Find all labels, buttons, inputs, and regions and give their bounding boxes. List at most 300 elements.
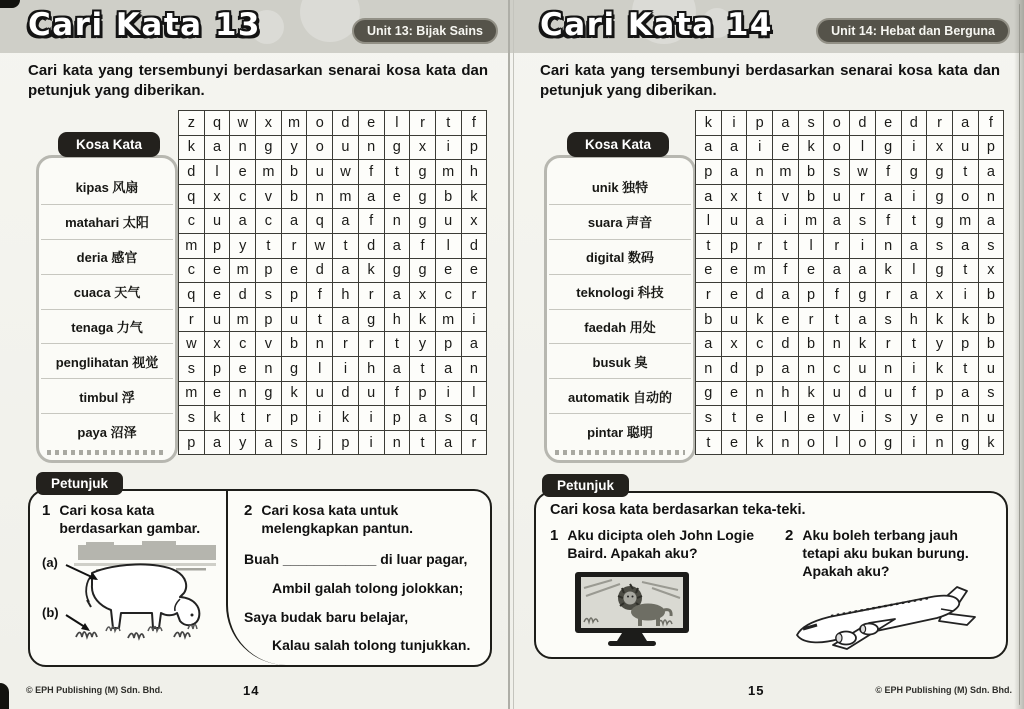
petunjuk-tab: Petunjuk: [36, 472, 123, 495]
instruction-text: Cari kata yang tersembunyi berdasarkan senarai kosa kata dan petunjuk yang diberikan.: [28, 62, 488, 100]
grid-cell: d: [747, 283, 773, 308]
grid-cell: n: [876, 234, 902, 259]
grid-cell: f: [307, 283, 333, 308]
item-number: 2: [244, 502, 253, 519]
grid-cell: a: [385, 283, 411, 308]
grid-cell: f: [359, 209, 385, 234]
grid-cell: t: [902, 209, 928, 234]
grid-cell: r: [876, 332, 902, 357]
grid-cell: p: [436, 332, 462, 357]
petunjuk-item-1: [550, 526, 771, 658]
kosa-kata-header: Kosa Kata: [567, 132, 669, 157]
grid-cell: f: [462, 111, 488, 136]
grid-row: [696, 111, 1004, 136]
grid-cell: i: [307, 406, 333, 431]
grid-cell: s: [979, 382, 1005, 407]
grid-cell: a: [410, 406, 436, 431]
grid-cell: b: [799, 160, 825, 185]
grid-cell: h: [902, 308, 928, 333]
grid-cell: a: [359, 185, 385, 210]
grid-cell: h: [333, 283, 359, 308]
grid-cell: s: [850, 209, 876, 234]
grid-cell: t: [256, 234, 282, 259]
grid-cell: f: [359, 160, 385, 185]
grid-cell: o: [799, 431, 825, 456]
grid-cell: b: [799, 332, 825, 357]
grid-cell: b: [282, 185, 308, 210]
pantun-line: Buah ____________ di luar pagar,: [244, 551, 468, 568]
instruction-text: Cari kata yang tersembunyi berdasarkan senarai kosa kata dan petunjuk yang diberikan.: [540, 62, 1000, 100]
grid-cell: g: [927, 160, 953, 185]
grid-cell: f: [902, 382, 928, 407]
label-a: (a): [42, 555, 58, 571]
grid-cell: l: [436, 234, 462, 259]
grid-cell: m: [436, 160, 462, 185]
grid-cell: a: [205, 431, 231, 456]
grid-cell: a: [722, 136, 748, 161]
grid-row: [179, 357, 487, 382]
kosa-kata-item: deria 感官: [41, 240, 173, 275]
grid-cell: l: [385, 111, 411, 136]
label-b: (b): [42, 605, 59, 621]
grid-cell: e: [927, 406, 953, 431]
unit-badge: Unit 14: Hebat dan Berguna: [816, 18, 1010, 44]
grid-cell: s: [876, 406, 902, 431]
grid-cell: n: [824, 332, 850, 357]
grid-cell: z: [179, 111, 205, 136]
grid-cell: o: [953, 185, 979, 210]
grid-cell: k: [359, 259, 385, 284]
grid-cell: d: [179, 160, 205, 185]
grid-cell: p: [333, 431, 359, 456]
grid-cell: n: [385, 431, 411, 456]
page-number: 14: [243, 683, 260, 698]
grid-cell: n: [799, 357, 825, 382]
grid-cell: n: [307, 332, 333, 357]
grid-cell: l: [205, 160, 231, 185]
grid-cell: g: [359, 308, 385, 333]
grid-cell: a: [436, 357, 462, 382]
grid-cell: t: [696, 234, 722, 259]
television-illustration: [572, 570, 694, 650]
grid-cell: f: [979, 111, 1005, 136]
kosa-kata-item: suara 声音: [549, 205, 691, 240]
petunjuk-item-2: [771, 526, 992, 658]
grid-cell: d: [307, 259, 333, 284]
copyright-text: © EPH Publishing (M) Sdn. Bhd.: [875, 685, 1012, 695]
grid-cell: i: [359, 431, 385, 456]
grid-cell: o: [824, 111, 850, 136]
grid-cell: m: [333, 185, 359, 210]
grid-cell: k: [747, 431, 773, 456]
grid-cell: i: [747, 136, 773, 161]
grid-cell: m: [282, 111, 308, 136]
grid-row: [696, 259, 1004, 284]
grid-cell: s: [256, 283, 282, 308]
grid-cell: f: [824, 283, 850, 308]
grid-cell: d: [333, 382, 359, 407]
page-number: 15: [748, 683, 765, 698]
grid-cell: e: [462, 259, 488, 284]
grid-cell: c: [230, 185, 256, 210]
kosa-kata-item: pintar 聪明: [587, 424, 653, 440]
kosa-kata-panel: [544, 155, 696, 463]
grid-cell: n: [230, 136, 256, 161]
grid-cell: k: [747, 308, 773, 333]
grid-cell: u: [307, 382, 333, 407]
grid-cell: a: [282, 209, 308, 234]
grid-cell: n: [747, 160, 773, 185]
grid-cell: n: [927, 431, 953, 456]
kosa-kata-item: timbul 浮: [41, 379, 173, 414]
grid-cell: q: [179, 283, 205, 308]
grid-cell: n: [230, 382, 256, 407]
item-number: 1: [42, 502, 51, 519]
grid-row: [696, 357, 1004, 382]
grid-cell: a: [333, 308, 359, 333]
page-edge-line: [1019, 4, 1021, 705]
grid-cell: k: [799, 136, 825, 161]
grid-cell: o: [824, 136, 850, 161]
grid-cell: g: [850, 283, 876, 308]
kosa-kata-item: teknologi 科技: [549, 275, 691, 310]
grid-cell: a: [333, 209, 359, 234]
grid-cell: i: [359, 406, 385, 431]
grid-cell: q: [205, 111, 231, 136]
grid-cell: x: [927, 136, 953, 161]
grid-cell: a: [436, 431, 462, 456]
kosa-kata-item: kipas 风扇: [41, 170, 173, 205]
grid-cell: f: [385, 382, 411, 407]
grid-cell: t: [333, 234, 359, 259]
grid-cell: g: [410, 160, 436, 185]
kosa-kata-item: matahari 太阳: [41, 205, 173, 240]
grid-cell: k: [179, 136, 205, 161]
grid-row: [696, 160, 1004, 185]
grid-cell: s: [876, 308, 902, 333]
grid-cell: n: [876, 357, 902, 382]
grid-cell: e: [436, 259, 462, 284]
grid-cell: i: [436, 382, 462, 407]
grid-row: [696, 406, 1004, 431]
item-text: Aku dicipta oleh John Logie Baird. Apakah aku?: [567, 527, 755, 562]
pantun-line: Saya budak baru belajar,: [244, 608, 409, 625]
grid-cell: c: [179, 209, 205, 234]
grid-cell: u: [333, 136, 359, 161]
grid-cell: d: [850, 111, 876, 136]
grid-cell: y: [230, 431, 256, 456]
grid-cell: e: [696, 259, 722, 284]
grid-cell: x: [205, 332, 231, 357]
item-text: Cari kosa kata berdasarkan gambar.: [59, 502, 201, 537]
grid-cell: u: [722, 209, 748, 234]
grid-cell: c: [824, 357, 850, 382]
grid-cell: u: [205, 308, 231, 333]
grid-cell: s: [179, 406, 205, 431]
grid-cell: i: [333, 357, 359, 382]
grid-cell: o: [307, 136, 333, 161]
grid-cell: e: [876, 111, 902, 136]
grid-cell: m: [179, 382, 205, 407]
grid-cell: e: [799, 406, 825, 431]
kosa-kata-list: [39, 158, 175, 448]
grid-cell: m: [799, 209, 825, 234]
grid-cell: g: [927, 259, 953, 284]
kosa-kata-list: [547, 158, 693, 448]
grid-cell: u: [359, 382, 385, 407]
grid-cell: b: [979, 332, 1005, 357]
grid-cell: p: [205, 357, 231, 382]
grid-cell: r: [799, 308, 825, 333]
kosa-kata-item: automatik 自动的: [549, 379, 691, 414]
petunjuk-item-2: [226, 491, 490, 665]
grid-cell: t: [410, 357, 436, 382]
grid-cell: q: [179, 185, 205, 210]
grid-cell: t: [953, 357, 979, 382]
grid-cell: r: [462, 431, 488, 456]
airplane-illustration: [791, 583, 981, 653]
grid-cell: x: [256, 111, 282, 136]
grid-cell: c: [747, 332, 773, 357]
grid-cell: a: [205, 136, 231, 161]
grid-cell: g: [876, 431, 902, 456]
book-spine-line: [508, 0, 510, 709]
grid-cell: v: [256, 185, 282, 210]
kosa-kata-item: paya 沼泽: [77, 424, 137, 440]
grid-cell: n: [359, 136, 385, 161]
grid-cell: p: [722, 234, 748, 259]
petunjuk-box: [534, 491, 1008, 659]
grid-row: [696, 431, 1004, 456]
grid-cell: e: [722, 382, 748, 407]
grid-cell: w: [230, 111, 256, 136]
grid-row: [179, 136, 487, 161]
kosa-kata-item: busuk 臭: [549, 344, 691, 379]
grid-cell: b: [799, 185, 825, 210]
grid-cell: d: [333, 111, 359, 136]
grid-cell: p: [256, 259, 282, 284]
grid-cell: s: [824, 160, 850, 185]
grid-row: [179, 332, 487, 357]
grid-cell: q: [307, 209, 333, 234]
grid-cell: p: [979, 136, 1005, 161]
word-search-grid: [178, 110, 487, 455]
picture-clue-area: [42, 541, 222, 641]
grid-cell: a: [696, 185, 722, 210]
grid-cell: a: [953, 111, 979, 136]
grid-cell: n: [979, 185, 1005, 210]
grid-cell: a: [902, 283, 928, 308]
grid-cell: p: [282, 283, 308, 308]
grid-cell: x: [410, 136, 436, 161]
grid-row: [696, 308, 1004, 333]
grid-cell: y: [927, 332, 953, 357]
grid-cell: m: [436, 308, 462, 333]
grid-cell: d: [722, 357, 748, 382]
grid-cell: c: [230, 332, 256, 357]
grid-cell: b: [979, 308, 1005, 333]
grid-cell: r: [824, 234, 850, 259]
grid-cell: a: [722, 160, 748, 185]
kosa-kata-panel: [36, 155, 178, 463]
grid-cell: n: [385, 209, 411, 234]
grid-cell: a: [850, 308, 876, 333]
grid-cell: f: [876, 160, 902, 185]
grid-cell: a: [256, 431, 282, 456]
grid-cell: y: [902, 406, 928, 431]
grid-cell: e: [205, 283, 231, 308]
grid-cell: e: [205, 382, 231, 407]
grid-row: [696, 185, 1004, 210]
grid-row: [696, 332, 1004, 357]
petunjuk-tab: Petunjuk: [542, 474, 629, 497]
grid-cell: s: [696, 406, 722, 431]
grid-cell: m: [230, 259, 256, 284]
grid-cell: r: [927, 111, 953, 136]
grid-cell: n: [953, 406, 979, 431]
grid-cell: c: [436, 283, 462, 308]
grid-cell: k: [462, 185, 488, 210]
banner-bubble-decoration: [300, 0, 360, 42]
grid-row: [179, 406, 487, 431]
grid-cell: y: [282, 136, 308, 161]
grid-cell: p: [205, 234, 231, 259]
grid-cell: l: [307, 357, 333, 382]
grid-cell: i: [436, 136, 462, 161]
grid-cell: f: [410, 234, 436, 259]
grid-cell: x: [205, 185, 231, 210]
grid-cell: a: [696, 332, 722, 357]
grid-cell: g: [385, 136, 411, 161]
grid-cell: u: [205, 209, 231, 234]
grid-cell: a: [850, 259, 876, 284]
grid-cell: i: [722, 111, 748, 136]
grid-cell: k: [850, 332, 876, 357]
grid-cell: g: [410, 259, 436, 284]
grid-cell: p: [462, 136, 488, 161]
grid-cell: m: [773, 160, 799, 185]
grid-cell: s: [979, 234, 1005, 259]
copyright-text: © EPH Publishing (M) Sdn. Bhd.: [26, 685, 163, 695]
grid-cell: b: [436, 185, 462, 210]
grid-cell: h: [385, 308, 411, 333]
grid-cell: l: [902, 259, 928, 284]
grid-cell: n: [773, 431, 799, 456]
grid-row: [179, 209, 487, 234]
grid-cell: a: [696, 136, 722, 161]
grid-cell: f: [773, 259, 799, 284]
petunjuk-item-1: [30, 491, 226, 665]
grid-cell: k: [953, 308, 979, 333]
grid-cell: r: [696, 283, 722, 308]
petunjuk-intro: Cari kosa kata berdasarkan teka-teki.: [550, 502, 806, 518]
grid-cell: d: [230, 283, 256, 308]
grid-cell: i: [462, 308, 488, 333]
item-text: Cari kosa kata untuk melengkapkan pantun.: [261, 502, 414, 537]
grid-cell: e: [385, 185, 411, 210]
grid-row: [696, 136, 1004, 161]
grid-cell: i: [773, 209, 799, 234]
pantun-verse: [244, 545, 476, 660]
grid-cell: a: [979, 160, 1005, 185]
grid-cell: l: [799, 234, 825, 259]
grid-cell: m: [179, 234, 205, 259]
grid-cell: d: [902, 111, 928, 136]
grid-cell: n: [256, 357, 282, 382]
grid-cell: j: [307, 431, 333, 456]
grid-cell: t: [307, 308, 333, 333]
kosa-kata-header: Kosa Kata: [58, 132, 160, 157]
page-title: Cari Kata 13: [28, 7, 261, 43]
grid-cell: k: [876, 259, 902, 284]
grid-cell: a: [824, 209, 850, 234]
grid-row: [179, 111, 487, 136]
grid-cell: l: [462, 382, 488, 407]
grid-cell: r: [462, 283, 488, 308]
grid-cell: k: [979, 431, 1005, 456]
grid-cell: u: [979, 406, 1005, 431]
grid-cell: r: [256, 406, 282, 431]
grid-row: [696, 209, 1004, 234]
page-title: Cari Kata 14: [540, 7, 773, 43]
grid-cell: t: [410, 431, 436, 456]
grid-cell: a: [385, 234, 411, 259]
grid-cell: g: [927, 209, 953, 234]
grid-cell: m: [256, 160, 282, 185]
grid-cell: q: [462, 406, 488, 431]
grid-cell: w: [850, 160, 876, 185]
grid-cell: a: [953, 382, 979, 407]
grid-cell: t: [385, 332, 411, 357]
grid-cell: a: [385, 357, 411, 382]
grid-cell: k: [696, 111, 722, 136]
grid-cell: k: [799, 382, 825, 407]
grid-cell: n: [462, 357, 488, 382]
grid-cell: e: [359, 111, 385, 136]
grid-cell: s: [282, 431, 308, 456]
item-text: Aku boleh terbang jauh tetapi aku bukan burung. Apakah aku?: [802, 527, 969, 580]
grid-cell: t: [824, 308, 850, 333]
grid-cell: v: [773, 185, 799, 210]
grid-cell: x: [462, 209, 488, 234]
grid-cell: d: [773, 332, 799, 357]
grid-cell: w: [307, 234, 333, 259]
grid-cell: p: [747, 111, 773, 136]
grid-row: [179, 283, 487, 308]
kosa-kata-item: faedah 用处: [549, 310, 691, 345]
grid-cell: s: [436, 406, 462, 431]
grid-cell: k: [410, 308, 436, 333]
grid-cell: a: [773, 111, 799, 136]
grid-cell: l: [824, 431, 850, 456]
grid-cell: f: [876, 209, 902, 234]
grid-cell: g: [385, 259, 411, 284]
grid-cell: t: [722, 406, 748, 431]
grid-row: [179, 308, 487, 333]
unit-badge: Unit 13: Bijak Sains: [352, 18, 498, 44]
grid-cell: i: [902, 185, 928, 210]
grid-cell: u: [722, 308, 748, 333]
grid-row: [179, 185, 487, 210]
grid-row: [179, 160, 487, 185]
grid-cell: a: [230, 209, 256, 234]
grid-cell: s: [799, 111, 825, 136]
grid-cell: p: [799, 283, 825, 308]
grid-cell: n: [747, 382, 773, 407]
grid-cell: x: [927, 283, 953, 308]
word-search-grid: [695, 110, 1004, 455]
grid-cell: k: [927, 308, 953, 333]
